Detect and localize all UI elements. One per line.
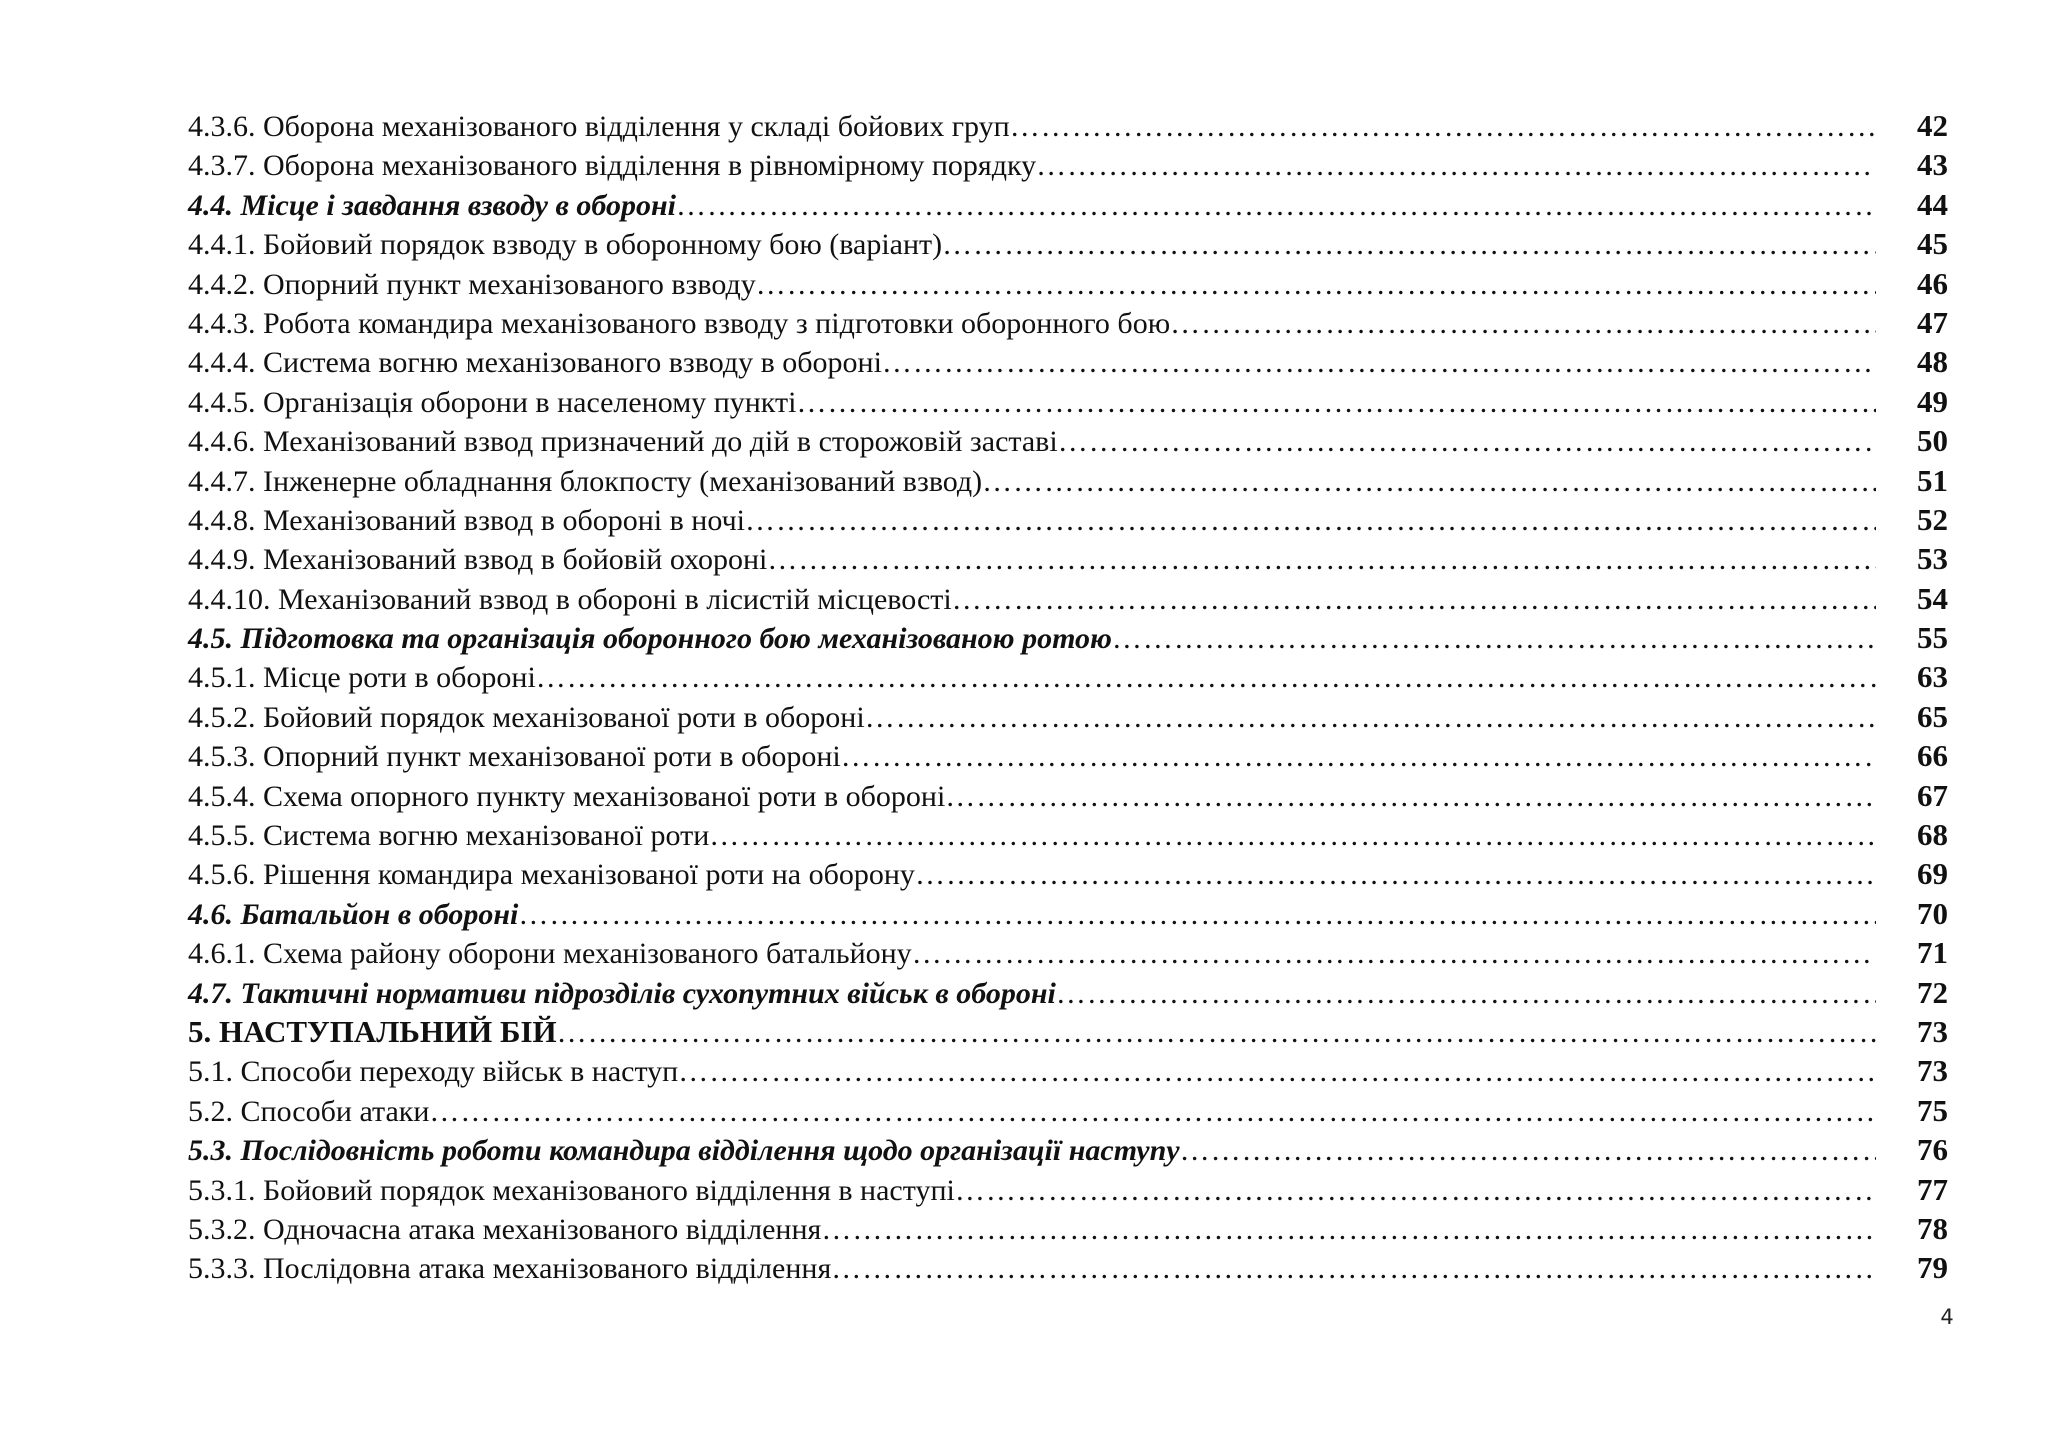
toc-entry-title: 4.4.8. Механізований взвод в обороні в ночі bbox=[188, 503, 745, 537]
toc-leader-dots bbox=[756, 265, 1876, 304]
toc-entry bbox=[188, 1091, 1948, 1130]
toc-entry-title: 4.5.3. Опорний пункт механізованої роти в обороні bbox=[188, 740, 841, 774]
toc-entry-title: 4.5.4. Схема опорного пункту механізованої роти в обороні bbox=[188, 779, 946, 813]
toc-entry bbox=[188, 579, 1948, 618]
toc-entry-page: 75 bbox=[1917, 1092, 1948, 1128]
toc-entry bbox=[188, 776, 1948, 815]
toc-leader-dots bbox=[1058, 422, 1876, 461]
toc-entry bbox=[188, 342, 1948, 381]
toc-entry-title: 4.5.1. Місце роти в обороні bbox=[188, 661, 536, 695]
toc-entry bbox=[188, 224, 1948, 263]
toc-entry-page: 76 bbox=[1917, 1132, 1948, 1168]
toc-leader-dots bbox=[841, 737, 1876, 776]
toc-leader-dots bbox=[952, 580, 1876, 619]
toc-entry bbox=[188, 185, 1948, 224]
toc-entry-title: 4.4.7. Інженерне обладнання блокпосту (механізований взвод) bbox=[188, 464, 983, 498]
toc-entry-page: 77 bbox=[1917, 1171, 1948, 1207]
toc-entry bbox=[188, 973, 1948, 1012]
toc-entry bbox=[188, 1170, 1948, 1209]
toc-entry bbox=[188, 264, 1948, 303]
toc-leader-dots bbox=[821, 1210, 1876, 1249]
toc-entry-title: 5.2. Способи атаки bbox=[188, 1094, 430, 1128]
toc-entry-page: 49 bbox=[1917, 383, 1948, 419]
toc-entry bbox=[188, 461, 1948, 500]
toc-leader-dots bbox=[942, 225, 1876, 264]
toc-entry-page: 73 bbox=[1917, 1053, 1948, 1089]
toc-entry-page: 70 bbox=[1917, 895, 1948, 931]
toc-entry-title: 4.4.2. Опорний пункт механізованого взводу bbox=[188, 267, 756, 301]
toc-entry bbox=[188, 145, 1948, 184]
toc-entry bbox=[188, 736, 1948, 775]
toc-entry-page: 69 bbox=[1917, 856, 1948, 892]
toc-entry-page: 66 bbox=[1917, 738, 1948, 774]
toc-entry-page: 52 bbox=[1917, 501, 1948, 537]
toc-entry-title: 5.3.1. Бойовий порядок механізованого відділення в наступі bbox=[188, 1173, 955, 1207]
toc-entry-title: 5.3.3. Послідовна атака механізованого відділення bbox=[188, 1252, 832, 1286]
toc-entry-page: 78 bbox=[1917, 1210, 1948, 1246]
toc-entry-title: 4.6.1. Схема району оборони механізованого батальйону bbox=[188, 937, 912, 971]
toc-entry bbox=[188, 382, 1948, 421]
toc-entry-title: 4.4.10. Механізований взвод в обороні в лісистій місцевості bbox=[188, 582, 952, 616]
toc-entry-title: 4.4.6. Механізований взвод призначений до дій в сторожовій заставі bbox=[188, 425, 1058, 459]
toc-entry-title: 4.3.7. Оборона механізованого відділення в рівномірному порядку bbox=[188, 149, 1037, 183]
toc-entry bbox=[188, 500, 1948, 539]
toc-entry-page: 42 bbox=[1917, 108, 1948, 143]
toc-entry bbox=[188, 1051, 1948, 1090]
toc-entry-title: 4.3.6. Оборона механізованого відділення у складі бойових груп bbox=[188, 110, 1010, 143]
toc-entry-page: 45 bbox=[1917, 226, 1948, 262]
toc-entry-title: 4.5.6. Рішення командира механізованої роти на оборону bbox=[188, 858, 915, 892]
toc-entry bbox=[188, 894, 1948, 933]
toc-entry-page: 54 bbox=[1917, 580, 1948, 616]
toc-entry-title: 4.4.4. Система вогню механізованого взводу в обороні bbox=[188, 346, 882, 380]
toc-entry bbox=[188, 854, 1948, 893]
page-number: 4 bbox=[1940, 1305, 1954, 1329]
toc-entry-page: 48 bbox=[1917, 344, 1948, 380]
toc-entry-page: 43 bbox=[1917, 147, 1948, 183]
toc-entry-page: 55 bbox=[1917, 620, 1948, 656]
toc-entry-title: 5.3.2. Одночасна атака механізованого відділення bbox=[188, 1212, 822, 1246]
toc-entry-title: 4.4.9. Механізований взвод в бойовій охороні bbox=[188, 543, 768, 577]
toc-entry-page: 46 bbox=[1917, 265, 1948, 301]
toc-entry bbox=[188, 539, 1948, 578]
toc-leader-dots bbox=[1036, 146, 1876, 185]
toc-leader-dots bbox=[1170, 304, 1876, 343]
toc-entry-page: 68 bbox=[1917, 817, 1948, 853]
toc-entry bbox=[188, 933, 1948, 972]
toc-entry-title: 5.1. Способи переходу військ в наступ bbox=[188, 1055, 679, 1089]
toc-leader-dots bbox=[982, 462, 1876, 501]
toc-leader-dots bbox=[1112, 619, 1876, 658]
toc-entry-page: 72 bbox=[1917, 974, 1948, 1010]
toc-entry-page: 71 bbox=[1917, 935, 1948, 971]
toc-entry-page: 44 bbox=[1917, 186, 1948, 222]
table-of-contents bbox=[188, 106, 1948, 1288]
toc-entry-page: 67 bbox=[1917, 777, 1948, 813]
toc-entry bbox=[188, 815, 1948, 854]
toc-entry-title: 4.7. Тактичні нормативи підрозділів сухопутних військ в обороні bbox=[188, 976, 1056, 1010]
toc-leader-dots bbox=[1180, 1131, 1876, 1170]
toc-leader-dots bbox=[865, 698, 1876, 737]
toc-leader-dots bbox=[767, 540, 1876, 579]
toc-leader-dots bbox=[796, 383, 1876, 422]
toc-entry bbox=[188, 657, 1948, 696]
toc-entry bbox=[188, 303, 1948, 342]
toc-entry bbox=[188, 1012, 1948, 1051]
toc-entry bbox=[188, 106, 1948, 145]
toc-entry-title: 4.5.2. Бойовий порядок механізованої роти в обороні bbox=[188, 700, 865, 734]
toc-entry-page: 73 bbox=[1917, 1013, 1948, 1049]
toc-leader-dots bbox=[1056, 974, 1876, 1013]
toc-entry bbox=[188, 697, 1948, 736]
toc-leader-dots bbox=[745, 501, 1876, 540]
toc-entry-title: 4.4. Місце і завдання взводу в обороні bbox=[188, 188, 676, 222]
toc-entry-page: 51 bbox=[1917, 462, 1948, 498]
toc-entry-title: 4.4.5. Організація оборони в населеному пункті bbox=[188, 385, 797, 419]
toc-leader-dots bbox=[955, 1171, 1876, 1210]
toc-leader-dots bbox=[429, 1092, 1876, 1131]
toc-leader-dots bbox=[915, 855, 1876, 894]
toc-leader-dots bbox=[1010, 107, 1876, 146]
toc-leader-dots bbox=[709, 816, 1876, 855]
toc-entry-page: 53 bbox=[1917, 541, 1948, 577]
toc-entry bbox=[188, 1130, 1948, 1169]
toc-entry bbox=[188, 618, 1948, 657]
toc-leader-dots bbox=[882, 343, 1876, 382]
toc-entry-title: 5.3. Послідовність роботи командира відділення щодо організації наступу bbox=[188, 1134, 1180, 1168]
toc-entry-page: 50 bbox=[1917, 423, 1948, 459]
toc-entry-page: 65 bbox=[1917, 698, 1948, 734]
toc-entry-title: 4.5. Підготовка та організація оборонного бою механізованою ротою bbox=[188, 622, 1112, 656]
toc-leader-dots bbox=[536, 658, 1876, 697]
toc-entry bbox=[188, 1248, 1948, 1287]
toc-leader-dots bbox=[831, 1249, 1876, 1288]
toc-leader-dots bbox=[518, 895, 1876, 934]
toc-leader-dots bbox=[912, 934, 1876, 973]
toc-entry bbox=[188, 1209, 1948, 1248]
toc-leader-dots bbox=[945, 777, 1876, 816]
toc-entry-title: 4.4.3. Робота командира механізованого взводу з підготовки оборонного бою bbox=[188, 306, 1171, 340]
toc-entry-title: 4.6. Батальйон в обороні bbox=[188, 897, 519, 931]
toc-leader-dots bbox=[557, 1013, 1876, 1052]
toc-entry-title: 4.4.1. Бойовий порядок взводу в оборонному бою (варіант) bbox=[188, 228, 943, 262]
toc-leader-dots bbox=[678, 1052, 1876, 1091]
toc-entry-page: 47 bbox=[1917, 304, 1948, 340]
toc-entry-title: 4.5.5. Система вогню механізованої роти bbox=[188, 819, 710, 853]
toc-entry-page: 79 bbox=[1917, 1250, 1948, 1286]
toc-leader-dots bbox=[676, 186, 1876, 225]
toc-entry bbox=[188, 421, 1948, 460]
toc-entry-title: 5. НАСТУПАЛЬНИЙ БІЙ bbox=[188, 1013, 557, 1049]
toc-entry-page: 63 bbox=[1917, 659, 1948, 695]
